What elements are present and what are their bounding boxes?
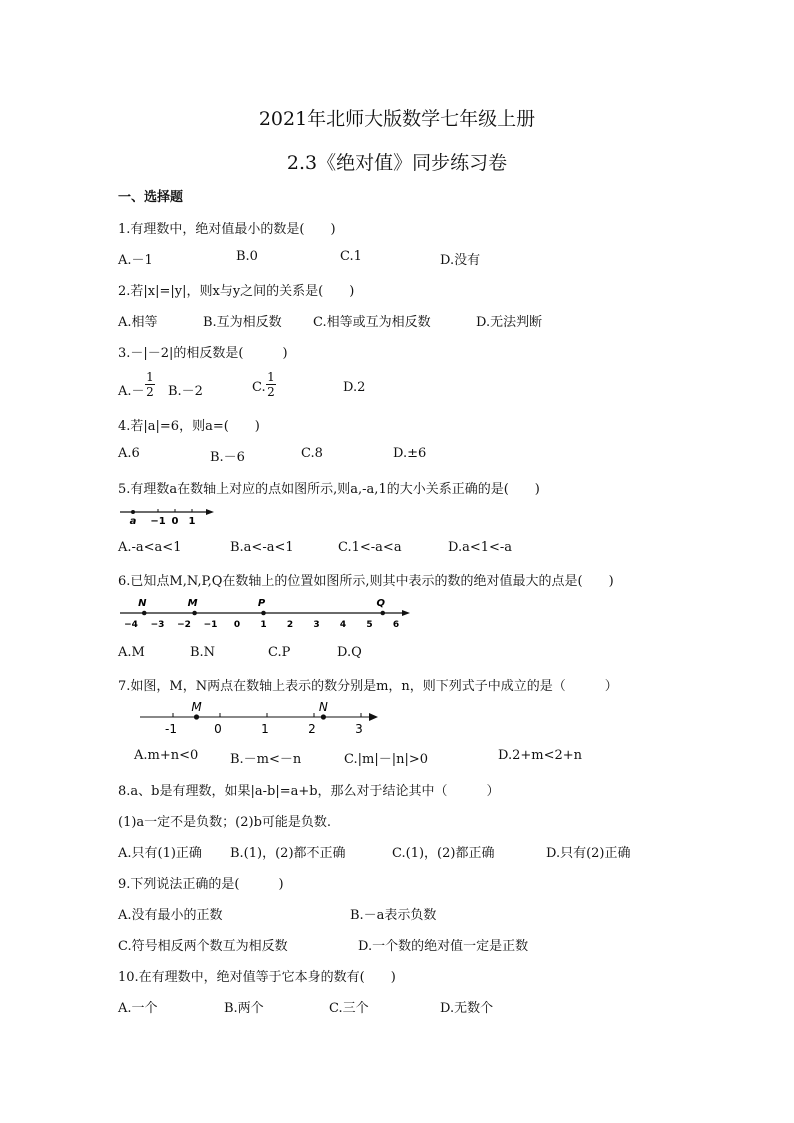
question-7-option-b: B.－m<－n [230,752,302,767]
question-4-option-a: A.6 [118,446,140,461]
question-10-option-d: D.无数个 [440,1001,494,1016]
question-9-option-b: B.－a表示负数 [350,908,437,923]
question-5-option-d: D.a<1<-a [448,540,513,555]
question-5-option-a: A.-a<a<1 [118,540,182,555]
label-a: a [129,516,137,527]
question-4-option-d: D.±6 [393,446,427,461]
question-5-option-c: C.1<-a<a [338,540,402,555]
axis-arrow [206,509,214,515]
label-minus-1: −1 [150,516,166,527]
question-4-stem: 4.若|a|=6，则a=( ) [118,419,260,434]
point-label-n: N [318,700,328,714]
question-6-option-b: B.N [190,645,216,660]
question-3-fraction-c [266,370,276,399]
point-label-n: N [138,598,147,609]
question-8-option-b: B.(1)，(2)都不正确 [230,846,346,861]
question-4-option-b: B.－6 [210,450,245,465]
question-9-option-c: C.符号相反两个数互为相反数 [118,939,288,954]
question-8-option-d: D.只有(2)正确 [546,846,631,861]
question-6-number-line [118,596,418,632]
axis-tick-label: 4 [339,620,347,630]
question-8-option-a: A.只有(1)正确 [118,846,202,861]
axis-tick-label: 2 [286,620,294,630]
question-7-number-line [138,700,388,740]
point-p [261,611,266,616]
fraction-denominator: 2 [267,385,275,399]
question-7-option-c: C.|m|－|n|>0 [344,752,428,767]
question-9-stem: 9.下列说法正确的是( ) [118,877,284,892]
point-m [192,611,197,616]
question-5-stem: 5.有理数a在数轴上对应的点如图所示,则a,-a,1的大小关系正确的是( ) [118,482,540,497]
question-3-fraction-a [145,370,155,399]
axis-tick-label: 2 [308,722,316,736]
point-a [131,510,135,514]
question-5-option-b: B.a<-a<1 [230,540,294,555]
point-n [142,611,147,616]
question-1-option-a: A.－1 [118,253,153,268]
question-3-option-c: C. [252,380,266,395]
question-3-option-d: D.2 [343,380,366,395]
fraction-numerator: 1 [146,370,154,384]
axis-arrow [402,610,410,616]
axis-tick-label: −1 [203,620,218,630]
question-6-option-c: C.P [268,645,291,660]
axis-tick-label: 6 [392,620,400,630]
document-subtitle: 2.3《绝对值》同步练习卷 [286,152,508,174]
question-8-option-c: C.(1)，(2)都正确 [392,846,495,861]
question-1-option-c: C.1 [340,249,362,264]
question-2-stem: 2.若|x|=|y|，则x与y之间的关系是( ) [118,284,355,299]
point-n [321,714,326,719]
question-10-option-c: C.三个 [329,1001,369,1016]
question-5-number-line [118,505,218,527]
section-heading: 一、选择题 [118,190,184,205]
question-9-option-d: D.一个数的绝对值一定是正数 [358,939,529,954]
axis-tick-label: 5 [366,620,373,630]
question-6-option-a: A.M [118,645,145,660]
question-7-option-a: A.m+n<0 [134,748,199,763]
axis-tick-label: −2 [177,620,191,630]
point-m [194,714,199,719]
point-label-m: M [187,598,198,609]
question-1-option-b: B.0 [236,249,258,264]
label-0: 0 [171,516,179,527]
axis-tick-label: 3 [355,722,363,736]
label-1: 1 [188,516,196,527]
axis-tick-label: −4 [124,620,138,630]
question-2-option-c: C.相等或互为相反数 [313,315,431,330]
point-label-p: P [257,598,266,609]
question-7-stem: 7.如图，M，N两点在数轴上表示的数分别是m，n，则下列式子中成立的是（ ） [118,679,618,694]
axis-tick-label: −3 [150,620,165,630]
point-label-m: M [191,700,202,714]
question-7-option-d: D.2+m<2+n [498,748,583,763]
fraction-denominator: 2 [146,385,154,399]
axis-tick-label: -1 [165,722,177,736]
axis-arrow [369,713,378,721]
question-2-option-b: B.互为相反数 [203,315,282,330]
question-8-conditions: (1)a一定不是负数；(2)b可能是负数. [118,815,332,830]
axis-tick-label: 1 [261,722,269,736]
question-6-option-d: D.Q [337,645,362,660]
axis-tick-label: 0 [233,620,241,630]
question-9-option-a: A.没有最小的正数 [118,908,223,923]
question-1-stem: 1.有理数中，绝对值最小的数是( ) [118,222,336,237]
question-3-option-b: B.－2 [168,384,203,399]
point-q [380,611,385,616]
question-10-stem: 10.在有理数中，绝对值等于它本身的数有( ) [118,970,396,985]
question-10-option-a: A.一个 [118,1001,158,1016]
point-label-q: Q [376,598,386,609]
axis-tick-label: 1 [260,620,267,630]
fraction-numerator: 1 [267,370,275,384]
question-3-option-a: A.－ [118,384,145,399]
question-2-option-a: A.相等 [118,315,158,330]
axis-tick-label: 0 [214,722,222,736]
question-6-stem: 6.已知点M,N,P,Q在数轴上的位置如图所示,则其中表示的数的绝对值最大的点是( ) [118,574,614,589]
question-2-option-d: D.无法判断 [476,315,543,330]
question-10-option-b: B.两个 [224,1001,264,1016]
question-1-option-d: D.没有 [440,253,481,268]
question-3-stem: 3.－|－2|的相反数是( ) [118,346,288,361]
question-8-stem: 8.a、b是有理数，如果|a-b|=a+b，那么对于结论其中（ ） [118,784,500,799]
document-title: 2021年北师大版数学七年级上册 [258,108,536,130]
axis-tick-label: 3 [313,620,320,630]
question-4-option-c: C.8 [301,446,323,461]
